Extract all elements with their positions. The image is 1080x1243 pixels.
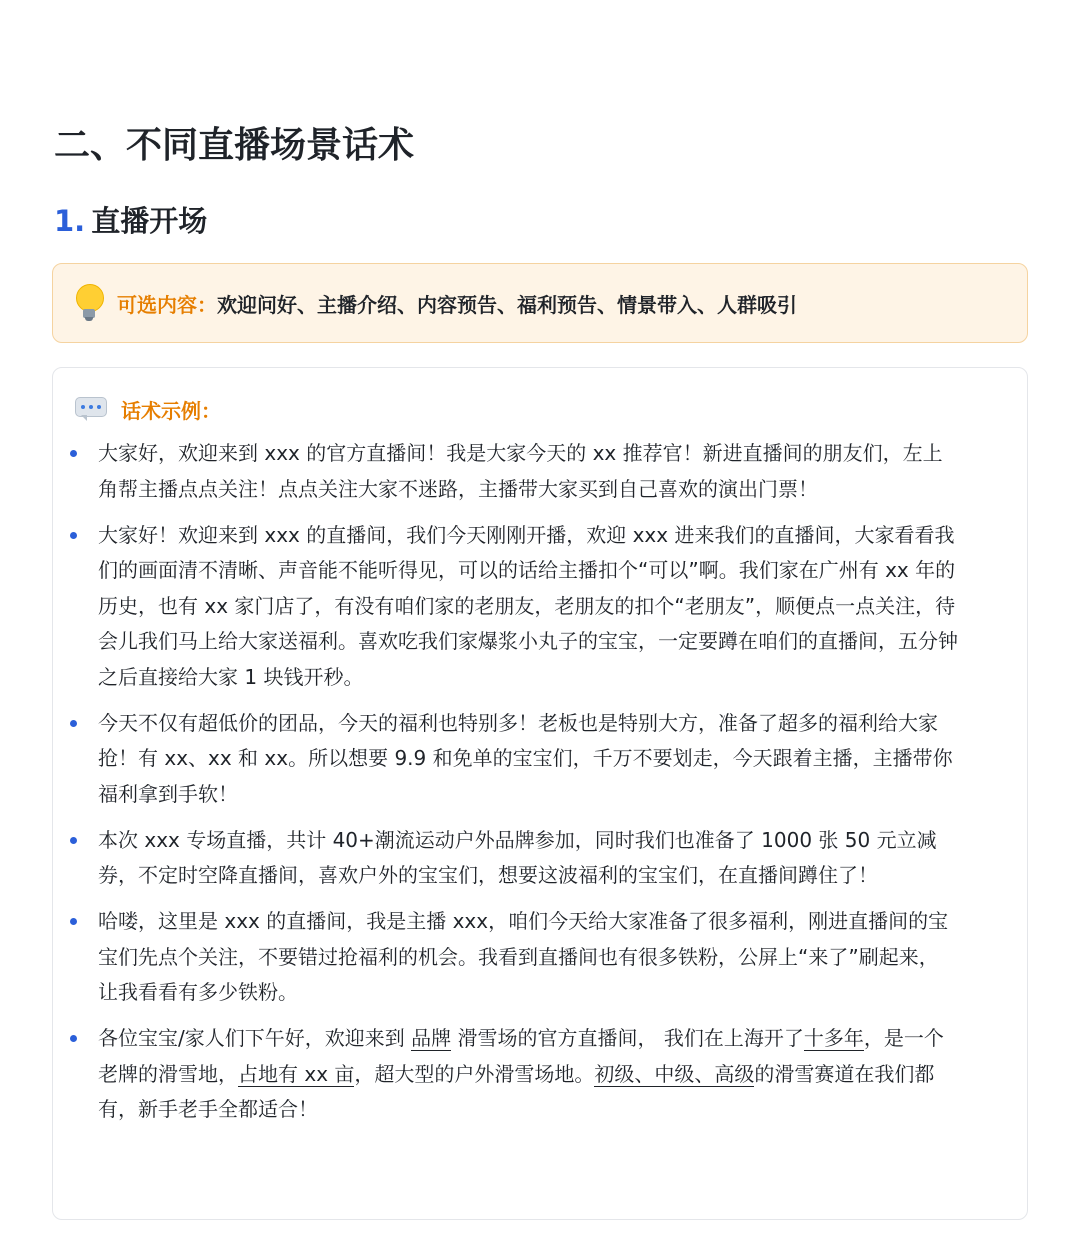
bullet-dot	[70, 1035, 77, 1042]
optional-content-callout	[52, 263, 1028, 343]
subsection-heading	[54, 198, 207, 244]
list-item-text: 大家好，欢迎来到 xxx 的官方直播间！我是大家今天的 xx 推荐官！新进直播间的朋友们，左上角帮主播点点关注！点点关注大家不迷路，主播带大家买到自己喜欢的演出门票！	[98, 441, 943, 501]
underlined-area: 占地有 xx 亩	[238, 1061, 355, 1086]
examples-label: 话术示例：	[121, 398, 221, 423]
list-item-text: 各位宝宝/家人们下午好，欢迎来到	[98, 1026, 412, 1050]
callout-label: 可选内容：	[117, 292, 217, 317]
section-title: 二、不同直播场景话术	[54, 125, 415, 166]
list-item-text: 本次 xxx 专场直播，共计 40+潮流运动户外品牌参加，同时我们也准备了 1000 张 50 元立减券，不定时空降直播间，喜欢户外的宝宝们，想要这波福利的宝宝们，在直播间蹲住了！	[98, 827, 937, 887]
underlined-brand: 品牌	[411, 1026, 452, 1050]
callout-content: 欢迎问好、主播介绍、内容预告、福利预告、情景带入、人群吸引	[217, 292, 797, 317]
list-item	[98, 518, 958, 696]
list-item-text: 今天不仅有超低价的团品，今天的福利也特别多！老板也是特别大方，准备了超多的福利给大家抢！有 xx、xx 和 xx。所以想要 9.9 和免单的宝宝们，千万不要划走，今天跟着主播，主播带你福利拿到手软！	[98, 710, 953, 806]
list-item-text: 滑雪场的官方直播间， 我们在上海开了	[451, 1026, 804, 1050]
list-item	[98, 706, 958, 813]
bullet-dot	[70, 837, 77, 844]
list-item	[98, 436, 958, 507]
lightbulb-icon	[75, 284, 103, 322]
bullet-dot	[70, 918, 77, 925]
examples-header	[75, 392, 221, 426]
subsection-title: 直播开场	[91, 204, 208, 238]
list-item-text: 大家好！欢迎来到 xxx 的直播间，我们今天刚刚开播，欢迎 xxx 进来我们的直播间，大家看看我们的画面清不清晰、声音能不能听得见，可以的话给主播扣个“可以”啊。我们家在广州有 xx 年的历史，也有 xx 家门店了，有没有咱们家的老朋友，老朋友的扣个“老朋友”，顺便点一点关注，待会儿我们马上给大家送福利。喜欢吃我们家爆浆小丸子的宝宝，一定要蹲在咱们的直播间，五分钟之后直接给大家 1 块钱开秒。	[98, 522, 958, 689]
bullet-dot	[70, 532, 77, 539]
examples-list	[98, 436, 958, 1138]
subsection-number: 1.	[54, 204, 86, 238]
list-item-text: ，是一个老牌的滑雪地，	[98, 1026, 944, 1086]
bullet-dot	[70, 450, 77, 457]
list-item-text: ，超大型的户外滑雪场地。	[354, 1061, 595, 1086]
bullet-dot	[70, 720, 77, 727]
underlined-levels: 初级、中级、高级	[594, 1061, 755, 1086]
list-item	[98, 1021, 958, 1128]
list-item-text: 哈喽，这里是 xxx 的直播间，我是主播 xxx，咱们今天给大家准备了很多福利，刚进直播间的宝宝们先点个关注，不要错过抢福利的机会。我看到直播间也有很多铁粉，公屏上“来了”刷起来，让我看看有多少铁粉。	[98, 909, 949, 1004]
list-item-text: 的滑雪赛道在我们都有，新手老手全都适合！	[98, 1061, 935, 1121]
speech-bubble-icon	[75, 397, 107, 421]
list-item	[98, 823, 958, 894]
list-item	[98, 904, 958, 1011]
underlined-years: 十多年	[803, 1026, 864, 1050]
